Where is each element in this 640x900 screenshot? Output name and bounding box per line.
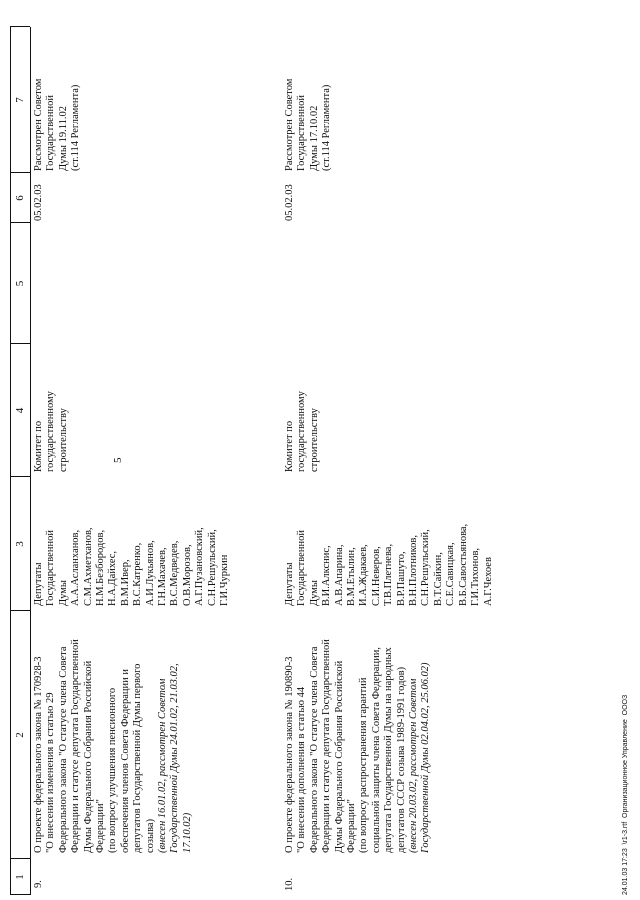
- review-status: Рассмотрен Советом Государственной Думы 17.10.02 (ст.114 Регламента): [284, 78, 333, 171]
- header-col-1: 1: [14, 874, 26, 880]
- bill-submission-note: (внесен 16.01.02, рассмотрен Советом Государственной Думы 24.01.02, 21.03.02, 17.10.02): [157, 663, 193, 853]
- header-col-4: 4: [14, 407, 26, 414]
- row-number: 9.: [33, 880, 44, 888]
- table-header-bottom-border: [30, 27, 31, 895]
- row-number: 10.: [284, 877, 295, 891]
- responsible-committee: Комитет по государственному строительству: [284, 391, 320, 472]
- bill-authors: Депутаты Государственной Думы А.А.Асланханов, С.М.Ахметханов, Н.М.Безбородов, Н.А.Дайхес, В.М.Ивер, В.С.Катренко, А.И.Лукьянов, Г.Н.Махачев, В.С.Медведев, О.В.Морозов, А.Г.Пузановский, С.Н.Решульский, Г.И.Чуркин: [33, 527, 231, 606]
- review-date: 05.02.03: [284, 184, 295, 221]
- header-col-2: 2: [14, 732, 26, 738]
- bill-authors: Депутаты Государственной Думы В.И.Алкснис, А.В.Апарина, В.М.Етылин, И.А.Ждакаев, С.И.Неверов, Т.В.Плетнева, В.Р.Пашуто, В.Н.Плотников, С.Н.Решульский, В.Т.Сайкин, С.Е.Савицкая, В.Б.Савостьянова, Г.И.Тихонов, А.Г.Чехоев: [284, 523, 494, 606]
- review-date: 05.02.03: [33, 184, 44, 221]
- page-number: 5: [112, 457, 124, 463]
- bill-description: О проекте федерального закона № 190890-3 "О внесении дополнения в статью 44 Федерального закона "О статусе члена Совета Федерации и статусе депутата Государственной Думы Федерального Собрания Российской Федерации" (по вопросу распространения гарантий социальной защиты члена Совета Федерации, депутата Государственной Думы на народных депутатов СССР созыва 1989-1991 годов): [284, 639, 407, 853]
- header-col-5: 5: [14, 280, 26, 287]
- bill-description: О проекте федерального закона № 170928-3 "О внесении изменения в статью 29 Федерального закона "О статусе члена Совета Федерации и статусе депутата Государственной Думы Федерального Собрания Российской Федерации" (по вопросу улучшения пенсионного обеспечения членов Совета Федерации и депутатов Государственной Думы первого созыва): [33, 639, 156, 853]
- table-top-border: [10, 27, 11, 895]
- header-col-6: 6: [14, 195, 26, 201]
- header-col-3: 3: [14, 541, 26, 547]
- review-status: Рассмотрен Советом Государственной Думы 19.11.02 (ст.114 Регламента): [33, 78, 82, 171]
- header-col-7: 7: [14, 97, 26, 103]
- bill-submission-note: (внесен 20.03.02, рассмотрен Советом Государственной Думы 02.04.02, 25.06.02): [408, 662, 432, 853]
- document-footer: 24.01.03 17:23 \r1-3.rtf Организационное Управление ОООЗ: [622, 694, 629, 895]
- responsible-committee: Комитет по государственному строительству: [33, 391, 69, 472]
